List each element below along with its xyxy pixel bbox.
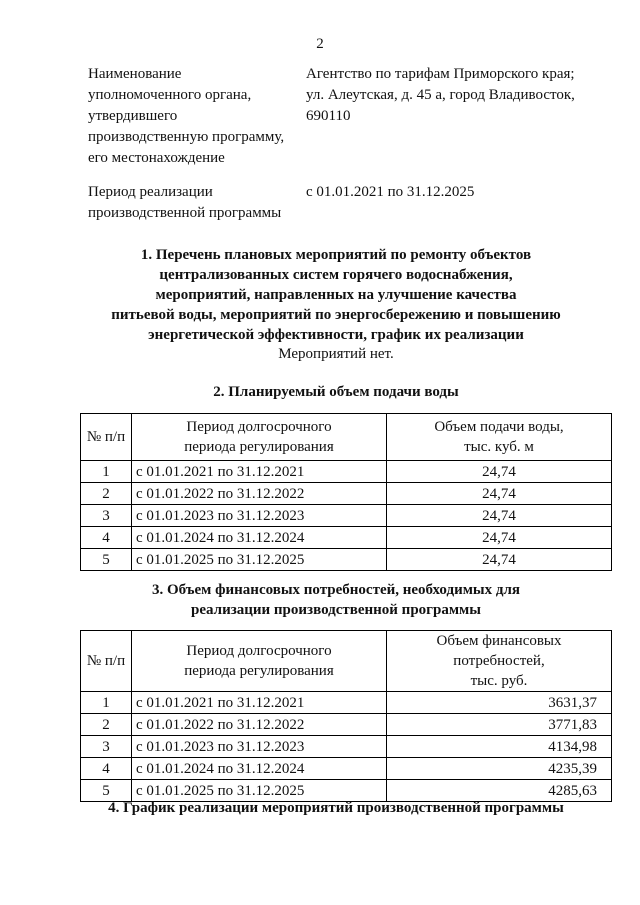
row-value: 24,74 xyxy=(387,483,612,505)
row-value: 24,74 xyxy=(387,549,612,571)
row-num: 1 xyxy=(81,692,132,714)
row-period: с 01.01.2021 по 31.12.2021 xyxy=(132,461,387,483)
header-value-line: Объем подачи воды, xyxy=(434,419,564,435)
authority-label-line: уполномоченного органа, xyxy=(88,87,252,103)
table-row xyxy=(81,714,612,736)
section1-title-line: централизованных систем горячего водоснабжения, xyxy=(159,267,513,283)
section1-title-line: мероприятий, направленных на улучшение качества xyxy=(155,287,517,303)
row-period: с 01.01.2021 по 31.12.2021 xyxy=(132,692,387,714)
authority-label xyxy=(88,64,298,169)
row-value: 3771,83 xyxy=(387,714,612,736)
section4-title: 4. График реализации мероприятий производственной программы xyxy=(108,800,564,816)
row-period: с 01.01.2025 по 31.12.2025 xyxy=(132,549,387,571)
financial-needs-table xyxy=(80,630,612,802)
row-num: 4 xyxy=(81,527,132,549)
section3-title xyxy=(80,580,592,620)
header-period-line: Период долгосрочного xyxy=(186,643,332,659)
row-value: 4134,98 xyxy=(387,736,612,758)
row-value: 3631,37 xyxy=(387,692,612,714)
period-value-line: с 01.01.2021 по 31.12.2025 xyxy=(306,184,475,200)
table-header-row xyxy=(81,631,612,692)
header-period-line: периода регулирования xyxy=(184,663,334,679)
table-row xyxy=(81,736,612,758)
row-period: с 01.01.2024 по 31.12.2024 xyxy=(132,758,387,780)
row-period: с 01.01.2022 по 31.12.2022 xyxy=(132,483,387,505)
row-num: 5 xyxy=(81,780,132,802)
table-row xyxy=(81,692,612,714)
authority-label-line: производственную программу, xyxy=(88,129,285,145)
section1-note: Мероприятий нет. xyxy=(278,346,394,362)
header-period-line: Период долгосрочного xyxy=(186,419,332,435)
page-number: 2 xyxy=(316,36,324,52)
row-num: 4 xyxy=(81,758,132,780)
water-volume-table xyxy=(80,413,612,571)
header-period xyxy=(132,414,387,461)
authority-value-line: 690110 xyxy=(306,108,351,124)
authority-label-line: его местонахождение xyxy=(88,150,225,166)
row-num: 2 xyxy=(81,483,132,505)
header-value-line: тыс. руб. xyxy=(470,673,528,689)
header-num: № п/п xyxy=(81,414,132,461)
row-period: с 01.01.2022 по 31.12.2022 xyxy=(132,714,387,736)
row-period: с 01.01.2025 по 31.12.2025 xyxy=(132,780,387,802)
period-label-line: производственной программы xyxy=(88,205,282,221)
authority-value-line: Агентство по тарифам Приморского края; xyxy=(306,66,575,82)
section1-title-line: питьевой воды, мероприятий по энергосбережению и повышению xyxy=(111,307,561,323)
section3-title-line: 3. Объем финансовых потребностей, необходимых для xyxy=(151,582,521,598)
period-label xyxy=(88,182,298,224)
table-header-row xyxy=(81,414,612,461)
header-value xyxy=(387,414,612,461)
row-value: 24,74 xyxy=(387,505,612,527)
authority-label-line: утвердившего xyxy=(88,108,178,124)
row-period: с 01.01.2023 по 31.12.2023 xyxy=(132,505,387,527)
table-row xyxy=(81,758,612,780)
authority-label-line: Наименование xyxy=(88,66,182,82)
row-num: 3 xyxy=(81,736,132,758)
row-value: 24,74 xyxy=(387,461,612,483)
authority-value-line: ул. Алеутская, д. 45 а, город Владивосток, xyxy=(306,87,575,103)
header-period-line: периода регулирования xyxy=(184,439,334,455)
header-num: № п/п xyxy=(81,631,132,692)
row-value: 4235,39 xyxy=(387,758,612,780)
header-value-line: Объем финансовых потребностей, xyxy=(436,633,562,669)
header-value xyxy=(387,631,612,692)
period-label-line: Период реализации xyxy=(88,184,213,200)
row-num: 1 xyxy=(81,461,132,483)
row-period: с 01.01.2023 по 31.12.2023 xyxy=(132,736,387,758)
row-num: 3 xyxy=(81,505,132,527)
row-value: 24,74 xyxy=(387,527,612,549)
header-value-line: тыс. куб. м xyxy=(464,439,534,455)
row-period: с 01.01.2024 по 31.12.2024 xyxy=(132,527,387,549)
authority-value xyxy=(306,64,596,127)
section1-title xyxy=(80,245,592,345)
row-value: 4285,63 xyxy=(387,780,612,802)
row-num: 2 xyxy=(81,714,132,736)
section2-title: 2. Планируемый объем подачи воды xyxy=(213,384,459,400)
row-num: 5 xyxy=(81,549,132,571)
table-row xyxy=(81,505,612,527)
section1-title-line: 1. Перечень плановых мероприятий по ремонту объектов xyxy=(140,247,532,263)
table-row xyxy=(81,549,612,571)
section1-title-line: энергетической эффективности, график их реализации xyxy=(148,327,524,343)
table-row xyxy=(81,483,612,505)
section3-title-line: реализации производственной программы xyxy=(191,602,481,618)
period-value xyxy=(306,182,596,203)
table-row xyxy=(81,527,612,549)
header-period xyxy=(132,631,387,692)
table-row xyxy=(81,461,612,483)
